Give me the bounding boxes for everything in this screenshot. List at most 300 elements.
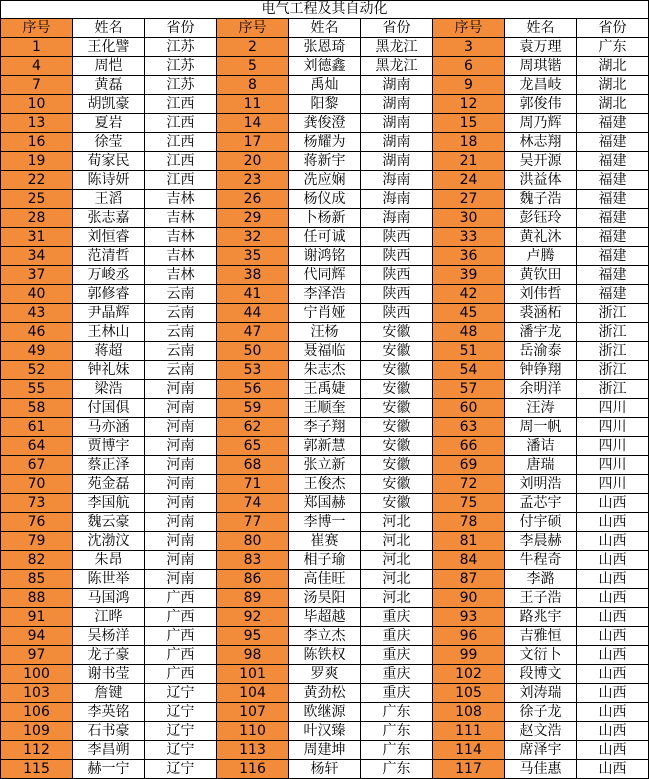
index-cell: 48 <box>433 323 505 342</box>
province-cell: 河北 <box>361 589 433 608</box>
name-cell: 汤昊阳 <box>289 589 361 608</box>
index-cell: 15 <box>433 114 505 133</box>
table-row <box>1 665 649 684</box>
index-cell: 101 <box>217 665 289 684</box>
name-cell: 蒋新宇 <box>289 152 361 171</box>
index-cell: 51 <box>433 342 505 361</box>
name-cell: 李潞 <box>505 570 577 589</box>
province-cell: 江苏 <box>145 38 217 57</box>
province-cell: 陕西 <box>361 304 433 323</box>
name-cell: 徐莹 <box>73 133 145 152</box>
index-cell: 94 <box>1 627 73 646</box>
index-cell: 114 <box>433 741 505 760</box>
index-cell: 58 <box>1 399 73 418</box>
index-cell: 10 <box>1 95 73 114</box>
table-row <box>1 228 649 247</box>
index-cell: 27 <box>433 190 505 209</box>
name-cell: 徐子龙 <box>505 703 577 722</box>
index-cell: 71 <box>217 475 289 494</box>
name-cell: 裘涵柘 <box>505 304 577 323</box>
name-cell: 周乃辉 <box>505 114 577 133</box>
name-cell: 林志翔 <box>505 133 577 152</box>
index-cell: 66 <box>433 437 505 456</box>
name-cell: 刘恒睿 <box>73 228 145 247</box>
province-cell: 重庆 <box>361 684 433 703</box>
province-cell: 浙江 <box>577 361 649 380</box>
province-cell: 广东 <box>361 703 433 722</box>
name-cell: 龙昌岐 <box>505 76 577 95</box>
name-cell: 范清哲 <box>73 247 145 266</box>
name-cell: 张恩琦 <box>289 38 361 57</box>
province-cell: 安徽 <box>361 342 433 361</box>
index-cell: 89 <box>217 589 289 608</box>
index-cell: 97 <box>1 646 73 665</box>
table-row <box>1 494 649 513</box>
header-cell-index: 序号 <box>433 19 505 38</box>
name-cell: 付国俱 <box>73 399 145 418</box>
name-cell: 任可诚 <box>289 228 361 247</box>
index-cell: 11 <box>217 95 289 114</box>
province-cell: 福建 <box>577 285 649 304</box>
header-cell-index: 序号 <box>1 19 73 38</box>
table-row <box>1 152 649 171</box>
index-cell: 22 <box>1 171 73 190</box>
header-cell-index: 序号 <box>217 19 289 38</box>
name-cell: 钟铮翔 <box>505 361 577 380</box>
name-cell: 周琪锴 <box>505 57 577 76</box>
province-cell: 福建 <box>577 247 649 266</box>
name-cell: 洪益体 <box>505 171 577 190</box>
province-cell: 河南 <box>145 437 217 456</box>
name-cell: 彭钰玲 <box>505 209 577 228</box>
name-cell: 宁肖娅 <box>289 304 361 323</box>
province-cell: 山西 <box>577 551 649 570</box>
province-cell: 河北 <box>361 532 433 551</box>
name-cell: 王子浩 <box>505 589 577 608</box>
province-cell: 湖南 <box>361 114 433 133</box>
header-row <box>1 19 649 38</box>
index-cell: 26 <box>217 190 289 209</box>
index-cell: 113 <box>217 741 289 760</box>
name-cell: 王滔 <box>73 190 145 209</box>
province-cell: 山西 <box>577 684 649 703</box>
province-cell: 安徽 <box>361 456 433 475</box>
name-cell: 江晔 <box>73 608 145 627</box>
name-cell: 叶汉臻 <box>289 722 361 741</box>
province-cell: 浙江 <box>577 342 649 361</box>
index-cell: 90 <box>433 589 505 608</box>
province-cell: 四川 <box>577 437 649 456</box>
name-cell: 李博一 <box>289 513 361 532</box>
index-cell: 19 <box>1 152 73 171</box>
name-cell: 刘明浩 <box>505 475 577 494</box>
index-cell: 91 <box>1 608 73 627</box>
name-cell: 禹灿 <box>289 76 361 95</box>
table-row <box>1 684 649 703</box>
province-cell: 安徽 <box>361 361 433 380</box>
province-cell: 福建 <box>577 266 649 285</box>
province-cell: 湖南 <box>361 95 433 114</box>
index-cell: 34 <box>1 247 73 266</box>
province-cell: 广东 <box>361 741 433 760</box>
province-cell: 重庆 <box>361 608 433 627</box>
index-cell: 65 <box>217 437 289 456</box>
province-cell: 海南 <box>361 209 433 228</box>
province-cell: 湖北 <box>577 76 649 95</box>
index-cell: 75 <box>433 494 505 513</box>
province-cell: 广西 <box>145 665 217 684</box>
name-cell: 刘涛瑞 <box>505 684 577 703</box>
province-cell: 江西 <box>145 95 217 114</box>
table-row <box>1 513 649 532</box>
province-cell: 湖南 <box>361 152 433 171</box>
index-cell: 105 <box>433 684 505 703</box>
table-row <box>1 190 649 209</box>
name-cell: 李昌朔 <box>73 741 145 760</box>
province-cell: 广东 <box>361 722 433 741</box>
province-cell: 江苏 <box>145 57 217 76</box>
index-cell: 69 <box>433 456 505 475</box>
name-cell: 黄钦田 <box>505 266 577 285</box>
name-cell: 袁万理 <box>505 38 577 57</box>
index-cell: 50 <box>217 342 289 361</box>
index-cell: 17 <box>217 133 289 152</box>
index-cell: 30 <box>433 209 505 228</box>
table-row <box>1 760 649 779</box>
province-cell: 福建 <box>577 228 649 247</box>
province-cell: 重庆 <box>361 627 433 646</box>
index-cell: 83 <box>217 551 289 570</box>
province-cell: 浙江 <box>577 304 649 323</box>
index-cell: 72 <box>433 475 505 494</box>
name-cell: 阳黎 <box>289 95 361 114</box>
table-row <box>1 570 649 589</box>
name-cell: 蒋超 <box>73 342 145 361</box>
index-cell: 70 <box>1 475 73 494</box>
name-cell: 唐瑞 <box>505 456 577 475</box>
province-cell: 四川 <box>577 456 649 475</box>
table-row <box>1 57 649 76</box>
name-cell: 赵文浩 <box>505 722 577 741</box>
province-cell: 山西 <box>577 589 649 608</box>
province-cell: 安徽 <box>361 380 433 399</box>
index-cell: 110 <box>217 722 289 741</box>
index-cell: 47 <box>217 323 289 342</box>
header-cell-name: 姓名 <box>505 19 577 38</box>
name-cell: 路兆宇 <box>505 608 577 627</box>
province-cell: 江西 <box>145 133 217 152</box>
province-cell: 安徽 <box>361 399 433 418</box>
index-cell: 100 <box>1 665 73 684</box>
header-cell-province: 省份 <box>577 19 649 38</box>
index-cell: 16 <box>1 133 73 152</box>
index-cell: 25 <box>1 190 73 209</box>
index-cell: 108 <box>433 703 505 722</box>
name-cell: 詹键 <box>73 684 145 703</box>
name-cell: 钟礼妹 <box>73 361 145 380</box>
province-cell: 河南 <box>145 570 217 589</box>
province-cell: 广西 <box>145 589 217 608</box>
name-cell: 郭新慧 <box>289 437 361 456</box>
index-cell: 2 <box>217 38 289 57</box>
name-cell: 王俊杰 <box>289 475 361 494</box>
name-cell: 荀家民 <box>73 152 145 171</box>
index-cell: 20 <box>217 152 289 171</box>
name-cell: 席泽宇 <box>505 741 577 760</box>
name-cell: 冼应娴 <box>289 171 361 190</box>
name-cell: 张志嘉 <box>73 209 145 228</box>
province-cell: 辽宁 <box>145 741 217 760</box>
province-cell: 河北 <box>361 513 433 532</box>
table-row <box>1 342 649 361</box>
name-cell: 李国航 <box>73 494 145 513</box>
name-cell: 黄劲松 <box>289 684 361 703</box>
province-cell: 山西 <box>577 532 649 551</box>
name-cell: 蔡正泽 <box>73 456 145 475</box>
table-row <box>1 76 649 95</box>
index-cell: 44 <box>217 304 289 323</box>
index-cell: 54 <box>433 361 505 380</box>
index-cell: 98 <box>217 646 289 665</box>
name-cell: 余明洋 <box>505 380 577 399</box>
province-cell: 湖北 <box>577 57 649 76</box>
name-cell: 朱志杰 <box>289 361 361 380</box>
province-cell: 山西 <box>577 722 649 741</box>
index-cell: 12 <box>433 95 505 114</box>
index-cell: 45 <box>433 304 505 323</box>
name-cell: 李立杰 <box>289 627 361 646</box>
index-cell: 14 <box>217 114 289 133</box>
province-cell: 四川 <box>577 399 649 418</box>
index-cell: 57 <box>433 380 505 399</box>
index-cell: 103 <box>1 684 73 703</box>
index-cell: 49 <box>1 342 73 361</box>
index-cell: 117 <box>433 760 505 779</box>
table-row <box>1 437 649 456</box>
province-cell: 福建 <box>577 190 649 209</box>
name-cell: 潘宇龙 <box>505 323 577 342</box>
table-row <box>1 171 649 190</box>
name-cell: 胡凯豪 <box>73 95 145 114</box>
name-cell: 马国鸿 <box>73 589 145 608</box>
index-cell: 6 <box>433 57 505 76</box>
province-cell: 广东 <box>361 760 433 779</box>
province-cell: 云南 <box>145 342 217 361</box>
province-cell: 陕西 <box>361 285 433 304</box>
table-row <box>1 608 649 627</box>
name-cell: 周一帆 <box>505 418 577 437</box>
index-cell: 13 <box>1 114 73 133</box>
index-cell: 37 <box>1 266 73 285</box>
name-cell: 谢书莹 <box>73 665 145 684</box>
index-cell: 35 <box>217 247 289 266</box>
table-row <box>1 475 649 494</box>
header-cell-name: 姓名 <box>289 19 361 38</box>
province-cell: 安徽 <box>361 437 433 456</box>
title-row <box>1 1 649 19</box>
name-cell: 谢鸿铭 <box>289 247 361 266</box>
index-cell: 33 <box>433 228 505 247</box>
index-cell: 85 <box>1 570 73 589</box>
province-cell: 江西 <box>145 152 217 171</box>
table-row <box>1 209 649 228</box>
name-cell: 相子瑜 <box>289 551 361 570</box>
index-cell: 18 <box>433 133 505 152</box>
table-row <box>1 133 649 152</box>
name-cell: 杨耀为 <box>289 133 361 152</box>
province-cell: 福建 <box>577 114 649 133</box>
index-cell: 23 <box>217 171 289 190</box>
table-row <box>1 741 649 760</box>
header-cell-province: 省份 <box>145 19 217 38</box>
name-cell: 刘德鑫 <box>289 57 361 76</box>
name-cell: 王化譬 <box>73 38 145 57</box>
province-cell: 吉林 <box>145 228 217 247</box>
name-cell: 郭俊伟 <box>505 95 577 114</box>
province-cell: 辽宁 <box>145 722 217 741</box>
province-cell: 河南 <box>145 475 217 494</box>
name-cell: 郑国赫 <box>289 494 361 513</box>
province-cell: 吉林 <box>145 209 217 228</box>
index-cell: 109 <box>1 722 73 741</box>
index-cell: 52 <box>1 361 73 380</box>
province-cell: 浙江 <box>577 380 649 399</box>
province-cell: 云南 <box>145 285 217 304</box>
name-cell: 代同辉 <box>289 266 361 285</box>
province-cell: 山西 <box>577 665 649 684</box>
name-cell: 卢腾 <box>505 247 577 266</box>
province-cell: 广西 <box>145 608 217 627</box>
province-cell: 山西 <box>577 608 649 627</box>
index-cell: 42 <box>433 285 505 304</box>
province-cell: 云南 <box>145 304 217 323</box>
name-cell: 杨轩 <box>289 760 361 779</box>
index-cell: 68 <box>217 456 289 475</box>
name-cell: 黄磊 <box>73 76 145 95</box>
province-cell: 安徽 <box>361 418 433 437</box>
province-cell: 河南 <box>145 513 217 532</box>
province-cell: 河南 <box>145 418 217 437</box>
index-cell: 31 <box>1 228 73 247</box>
name-cell: 聂福临 <box>289 342 361 361</box>
index-cell: 59 <box>217 399 289 418</box>
name-cell: 郭修睿 <box>73 285 145 304</box>
province-cell: 浙江 <box>577 323 649 342</box>
table-row <box>1 247 649 266</box>
index-cell: 79 <box>1 532 73 551</box>
province-cell: 辽宁 <box>145 684 217 703</box>
header-cell-name: 姓名 <box>73 19 145 38</box>
province-cell: 河南 <box>145 532 217 551</box>
index-cell: 39 <box>433 266 505 285</box>
name-cell: 陈世举 <box>73 570 145 589</box>
province-cell: 山西 <box>577 570 649 589</box>
index-cell: 3 <box>433 38 505 57</box>
province-cell: 辽宁 <box>145 760 217 779</box>
province-cell: 河南 <box>145 494 217 513</box>
name-cell: 段博文 <box>505 665 577 684</box>
table-row <box>1 114 649 133</box>
index-cell: 5 <box>217 57 289 76</box>
index-cell: 55 <box>1 380 73 399</box>
index-cell: 76 <box>1 513 73 532</box>
table-row <box>1 627 649 646</box>
name-cell: 陈铁权 <box>289 646 361 665</box>
table-row <box>1 380 649 399</box>
province-cell: 陕西 <box>361 228 433 247</box>
index-cell: 92 <box>217 608 289 627</box>
province-cell: 陕西 <box>361 247 433 266</box>
name-cell: 潘诘 <box>505 437 577 456</box>
index-cell: 116 <box>217 760 289 779</box>
index-cell: 9 <box>433 76 505 95</box>
province-cell: 河南 <box>145 399 217 418</box>
index-cell: 74 <box>217 494 289 513</box>
name-cell: 汪杨 <box>289 323 361 342</box>
table-row <box>1 361 649 380</box>
province-cell: 安徽 <box>361 475 433 494</box>
province-cell: 福建 <box>577 209 649 228</box>
name-cell: 吴开源 <box>505 152 577 171</box>
name-cell: 周恺 <box>73 57 145 76</box>
name-cell: 夏岩 <box>73 114 145 133</box>
province-cell: 河南 <box>145 551 217 570</box>
name-cell: 贾博宇 <box>73 437 145 456</box>
province-cell: 四川 <box>577 475 649 494</box>
province-cell: 四川 <box>577 418 649 437</box>
table-row <box>1 589 649 608</box>
province-cell: 福建 <box>577 152 649 171</box>
name-cell: 李英铭 <box>73 703 145 722</box>
province-cell: 重庆 <box>361 665 433 684</box>
index-cell: 84 <box>433 551 505 570</box>
name-cell: 文衍卜 <box>505 646 577 665</box>
name-cell: 李晨赫 <box>505 532 577 551</box>
index-cell: 63 <box>433 418 505 437</box>
province-cell: 广东 <box>577 38 649 57</box>
province-cell: 福建 <box>577 171 649 190</box>
name-cell: 刘伟哲 <box>505 285 577 304</box>
index-cell: 56 <box>217 380 289 399</box>
index-cell: 106 <box>1 703 73 722</box>
table-row <box>1 285 649 304</box>
index-cell: 81 <box>433 532 505 551</box>
table-row <box>1 266 649 285</box>
name-cell: 汪涛 <box>505 399 577 418</box>
table-title: 电气工程及其自动化 <box>1 1 649 19</box>
index-cell: 78 <box>433 513 505 532</box>
name-cell: 李子翔 <box>289 418 361 437</box>
province-cell: 安徽 <box>361 494 433 513</box>
name-cell: 万峻丞 <box>73 266 145 285</box>
name-cell: 欧继源 <box>289 703 361 722</box>
name-cell: 沈渤汶 <box>73 532 145 551</box>
table-row <box>1 38 649 57</box>
province-cell: 吉林 <box>145 247 217 266</box>
table-row <box>1 703 649 722</box>
province-cell: 安徽 <box>361 323 433 342</box>
name-cell: 梁浩 <box>73 380 145 399</box>
name-cell: 孟芯宇 <box>505 494 577 513</box>
index-cell: 111 <box>433 722 505 741</box>
province-cell: 江西 <box>145 171 217 190</box>
name-cell: 朱昂 <box>73 551 145 570</box>
name-cell: 吉雅恒 <box>505 627 577 646</box>
name-cell: 马亦涵 <box>73 418 145 437</box>
province-cell: 山西 <box>577 646 649 665</box>
index-cell: 115 <box>1 760 73 779</box>
name-cell: 岳渝泰 <box>505 342 577 361</box>
